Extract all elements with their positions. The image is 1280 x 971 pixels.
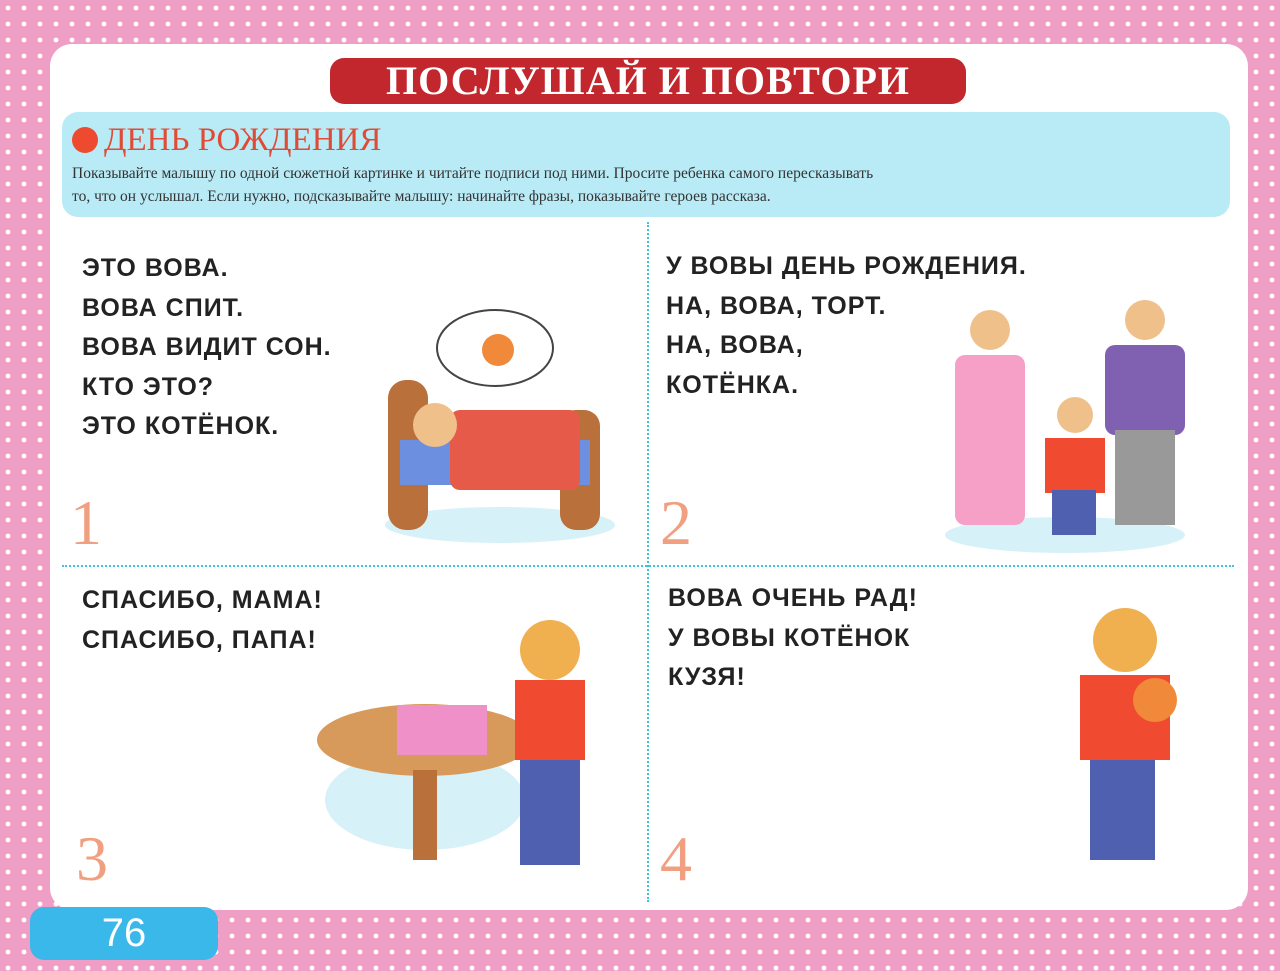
text-line: У ВОВЫ КОТЁНОК [668,623,911,652]
boy-with-kitten-illustration [1070,600,1190,875]
divider-horizontal [62,565,1234,567]
page-title: ПОСЛУШАЙ И ПОВТОРИ [330,58,966,104]
text-line: ВОВА ВИДИТ СОН. [82,333,332,361]
instruction-line: Показывайте малышу по одной сюжетной картинке и читайте подписи под ними. Просите ребенка самого пересказывать [72,165,874,182]
text-line: КУЗЯ! [668,663,746,691]
text-line: КОТЁНКА. [666,370,800,399]
panel-4-text [668,579,918,698]
text-line: КТО ЭТО? [82,372,215,401]
panel-number: 3 [76,823,108,894]
section-title: ДЕНЬ РОЖДЕНИЯ [104,122,382,158]
text-line: СПАСИБО, МАМА! [82,586,323,614]
family-illustration [940,290,1190,555]
panel-1-text [82,249,332,447]
instruction-box [62,112,1230,217]
panel-number: 2 [660,487,692,558]
panel-number: 4 [660,823,692,894]
divider-vertical [647,222,649,902]
birthday-cake-illustration [315,600,620,885]
panel-3-text [82,581,323,660]
text-line: ВОВА СПИТ. [82,293,245,322]
sleeping-boy-illustration [380,300,620,545]
bullet-icon [72,127,98,153]
text-line: ВОВА ОЧЕНЬ РАД! [668,584,918,612]
text-line: НА, ВОВА, [666,331,804,359]
text-line: СПАСИБО, ПАПА! [82,625,317,654]
page-number: 76 [30,907,218,960]
panel-number: 1 [70,487,102,558]
text-line: ЭТО КОТЁНОК. [82,412,280,440]
instruction-text [72,162,1220,208]
text-line: НА, ВОВА, ТОРТ. [666,291,887,320]
text-line: У ВОВЫ ДЕНЬ РОЖДЕНИЯ. [666,252,1027,280]
section-heading [72,120,1220,160]
text-line: ЭТО ВОВА. [82,254,229,282]
instruction-line: то, что он услышал. Если нужно, подсказывайте малышу: начинайте фразы, показывайте героев рассказа. [72,188,771,205]
